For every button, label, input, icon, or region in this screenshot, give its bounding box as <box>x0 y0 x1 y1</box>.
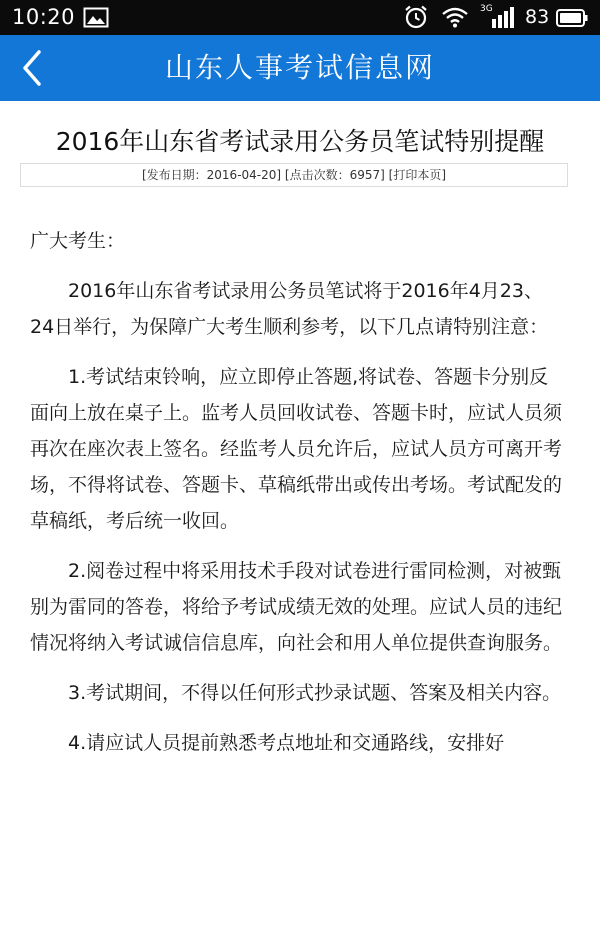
paragraph-item-4: 4.请应试人员提前熟悉考点地址和交通路线，安排好 <box>68 732 505 754</box>
article-title: 2016年山东省考试录用公务员笔试特别提醒 <box>55 127 545 156</box>
status-time: 10:20 <box>12 5 76 29</box>
greeting: 广大考生： <box>30 230 126 252</box>
app-title: 山东人事考试信息网 <box>164 51 435 84</box>
chevron-left-icon <box>14 48 54 88</box>
network-type-label: 3G <box>480 4 493 14</box>
back-button[interactable] <box>14 48 54 88</box>
wifi-icon <box>441 6 469 28</box>
battery-icon <box>556 9 588 27</box>
app-bar <box>0 35 600 101</box>
article-body <box>30 223 566 775</box>
paragraph-item-2: 2.阅卷过程中将采用技术手段对试卷进行雷同检测，对被甄别为雷同的答卷，将给予考试成绩无效的处理。应试人员的违纪情况将纳入考试诚信信息库，向社会和用人单位提供查询服务。 <box>30 560 563 654</box>
paragraph-item-3: 3.考试期间，不得以任何形式抄录试题、答案及相关内容。 <box>68 682 562 704</box>
image-icon <box>83 7 109 28</box>
cellular-signal <box>478 4 518 30</box>
paragraph-item-1: 1.考试结束铃响，应立即停止答题,将试卷、答题卡分别反面向上放在桌子上。监考人员回收试卷、答题卡时，应试人员须再次在座次表上签名。经监考人员允许后，应试人员方可离开考场，不得将试卷、答题卡、草稿纸带出或传出考场。考试配发的草稿纸，考后统一收回。 <box>30 366 563 532</box>
publish-date: [发布日期：2016-04-20] <box>141 168 282 182</box>
print-page-link[interactable]: [打印本页] <box>388 168 447 182</box>
paragraph-intro: 2016年山东省考试录用公务员笔试将于2016年4月23、24日举行，为保障广大考生顺利参考，以下几点请特别注意： <box>30 280 549 338</box>
article-meta <box>20 163 568 187</box>
click-count: [点击次数：6957] <box>284 168 385 182</box>
status-bar <box>0 0 600 35</box>
article-content[interactable] <box>0 101 600 930</box>
battery-percentage: 83 <box>525 6 550 28</box>
signal-icon <box>478 4 518 30</box>
alarm-icon <box>403 4 429 30</box>
